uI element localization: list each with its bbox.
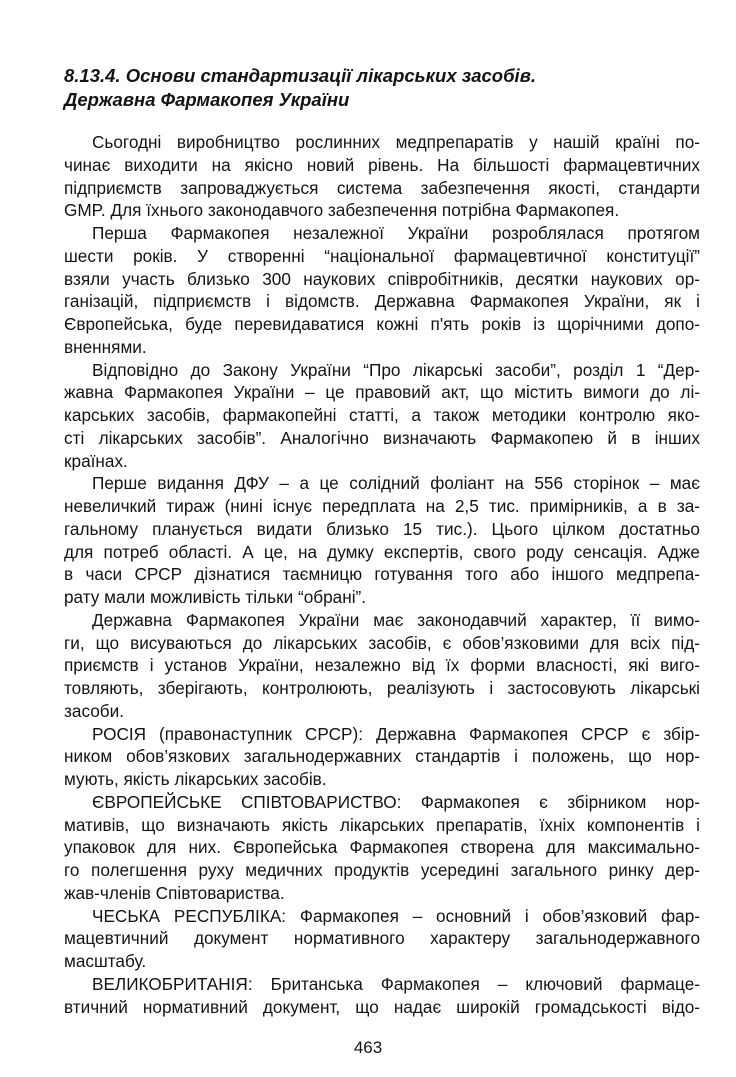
text-line: жав-членів Співтовариства. (64, 882, 285, 903)
text-line: сті лікарських засобів”. Аналогічно визначають Фармакопею й в інших (64, 427, 700, 448)
text-line: мативів, що визначають якість лікарських препаратів, їхніх компонентів і (64, 814, 700, 835)
text-line: GMP. Для їхнього законодавчого забезпечення потрібна Фармакопея. (64, 200, 620, 221)
text-line: карських засобів, фармакопейні статті, а також методики контролю яко- (64, 405, 700, 425)
text-line: ганізацій, підприємств і відомств. Державна Фармакопея України, як і (64, 291, 700, 312)
text-line: для потреб області. А це, на думку експертів, свого роду сенсація. Адже (64, 541, 700, 562)
text-line: жавна Фармакопея України – це правовий акт, що містить вимоги до лі- (64, 382, 700, 403)
text-line: ЧЕСЬКА РЕСПУБЛІКА: Фармакопея – основний і обов’язковий фар- (92, 905, 700, 926)
text-line: Перше видання ДФУ – а це солідний фоліант на 556 сторінок – має (92, 473, 700, 494)
text-line: невеличкий тираж (нині існує передплата на 2,5 тис. примірників, а в за- (64, 496, 700, 516)
section-heading-line-1: 8.13.4. Основи стандартизації лікарських засобів. (64, 65, 537, 86)
text-line: взяли участь близько 300 наукових співробітників, десятки наукових ор- (64, 268, 700, 289)
text-line: підприємств запроваджується система забезпечення якості, стандарти (64, 177, 700, 198)
text-line: ВЕЛИКОБРИТАНІЯ: Британська Фармакопея – ключовий фармаце- (92, 973, 700, 994)
text-line: засоби. (64, 700, 125, 721)
text-line: мацевтичний документ нормативного характеру загальнодержавного (64, 928, 700, 949)
text-line: Сьогодні виробництво рослинних медпрепаратів у нашій країні по- (92, 132, 700, 152)
text-line: ЄВРОПЕЙСЬКЕ СПІВТОВАРИСТВО: Фармакопея є збірником нор- (92, 791, 700, 812)
text-line: чинає виходити на якісно новий рівень. На більшості фармацевтичних (64, 154, 700, 175)
text-line: гальному планується видати близько 15 тис.). Цього цілком достатньо (64, 518, 700, 539)
text-line: упаковок для них. Європейська Фармакопея створена для максимально- (64, 837, 700, 858)
text-line: РОСІЯ (правонаступник СРСР): Державна Фармакопея СРСР є збір- (92, 723, 700, 744)
text-line: го полегшення руху медичних продуктів усередині загального ринку дер- (64, 860, 700, 880)
text-line: ги, що висуваються до лікарських засобів, є обов’язковими для всіх під- (64, 632, 700, 653)
text-line: Європейська, буде перевидаватися кожні п'ять років із щорічними допо- (64, 314, 700, 334)
page-number: 463 (353, 1038, 383, 1057)
text-line: шести років. У створенні “національної фармацевтичної конституції” (64, 245, 700, 266)
text-line: країнах. (64, 450, 128, 471)
text-line: Державна Фармакопея України має законодавчий характер, її вимо- (92, 609, 700, 630)
section-heading-line-2: Державна Фармакопея України (64, 89, 350, 110)
text-line: приємств і установ України, незалежно від їх форми власності, які виго- (64, 655, 700, 676)
text-line: втичний нормативний документ, що надає широкій громадськості відо- (64, 996, 700, 1017)
section-heading (64, 64, 704, 112)
text-line: ником обов’язкових загальнодержавних стандартів і положень, що нор- (64, 746, 700, 767)
text-line: товляють, зберігають, контролюють, реалізують і застосовують лікарські (64, 678, 700, 698)
text-line: вненнями. (64, 336, 147, 357)
text-line: Перша Фармакопея незалежної України розроблялася протягом (92, 223, 700, 243)
text-line: мують, якість лікарських засобів. (64, 769, 327, 789)
text-line: в часи СРСР дізнатися таємницю готування того або іншого медпрепа- (64, 564, 700, 585)
text-line: Відповідно до Закону України “Про лікарські засоби”, розділ 1 “Дер- (92, 359, 700, 380)
text-line: масштабу. (64, 951, 147, 971)
text-line: рату мали можливість тільки “обрані”. (64, 587, 367, 607)
body-text (64, 131, 700, 1018)
